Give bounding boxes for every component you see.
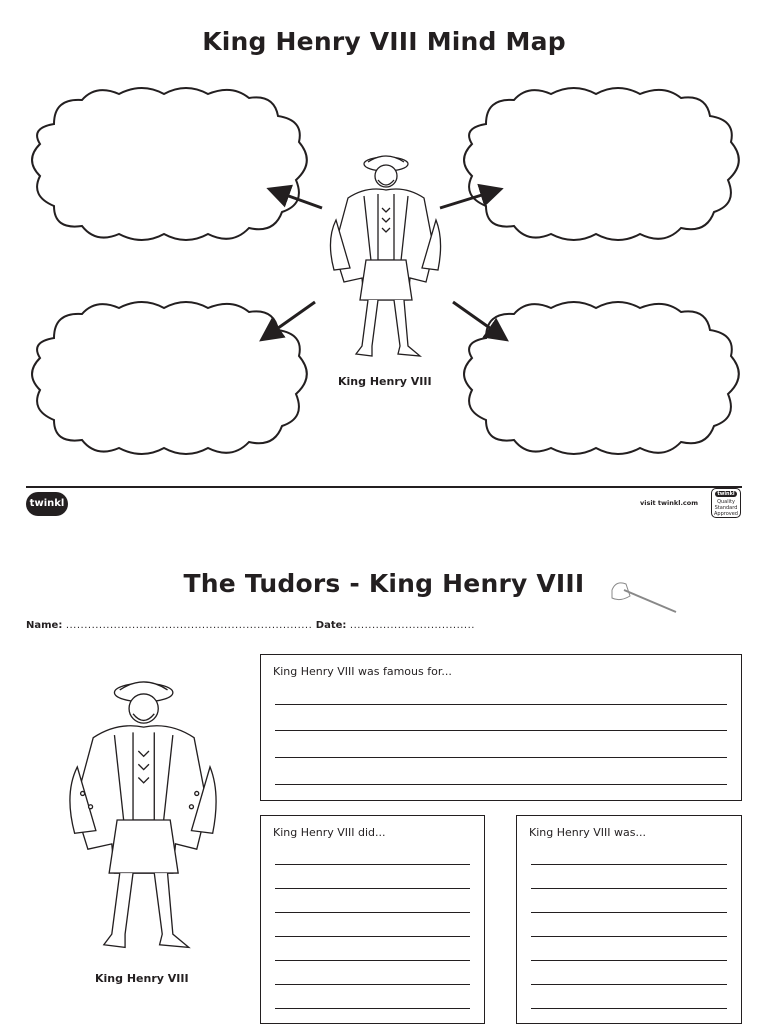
writing-line[interactable]	[275, 984, 470, 985]
writing-line[interactable]	[531, 864, 727, 865]
badge-logo-text: twinkl	[715, 491, 737, 497]
king-henry-portrait-icon	[326, 150, 442, 370]
writing-line[interactable]	[275, 864, 470, 865]
arrow-top-right	[440, 190, 498, 208]
did-label: King Henry VIII did...	[273, 826, 386, 839]
quality-badge	[711, 488, 741, 518]
king-henry-portrait-large-icon	[64, 674, 218, 966]
famous-for-label: King Henry VIII was famous for...	[273, 665, 452, 678]
arrow-bottom-left	[264, 302, 315, 338]
badge-caption: Quality Standard Approved	[714, 499, 738, 517]
writing-line[interactable]	[275, 960, 470, 961]
visit-link[interactable]: visit twinkl.com	[640, 499, 699, 507]
arrow-top-left	[272, 190, 322, 208]
writing-line[interactable]	[275, 912, 470, 913]
mind-map-title: King Henry VIII Mind Map	[202, 27, 566, 56]
name-label: Name:	[26, 620, 63, 631]
was-box[interactable]	[516, 815, 742, 1024]
date-field[interactable]: ..................................	[349, 620, 475, 631]
name-date-line	[26, 620, 475, 631]
writing-line[interactable]	[531, 984, 727, 985]
writing-line[interactable]	[275, 936, 470, 937]
mind-map-portrait-caption: King Henry VIII	[338, 375, 432, 388]
did-box[interactable]	[260, 815, 485, 1024]
axe-icon	[608, 576, 680, 616]
name-field[interactable]: ...................................................................	[65, 620, 313, 631]
writing-line[interactable]	[275, 757, 727, 758]
arrow-bottom-right	[453, 302, 504, 338]
writing-line[interactable]	[275, 784, 727, 785]
writing-line[interactable]	[531, 936, 727, 937]
writing-line[interactable]	[275, 730, 727, 731]
writing-line[interactable]	[531, 960, 727, 961]
writing-line[interactable]	[531, 888, 727, 889]
was-label: King Henry VIII was...	[529, 826, 646, 839]
writing-line[interactable]	[275, 1008, 470, 1009]
twinkl-logo[interactable]: twinkl	[26, 492, 68, 516]
worksheet-title: The Tudors - King Henry VIII	[183, 569, 585, 598]
worksheet-portrait-caption: King Henry VIII	[95, 972, 189, 985]
date-label: Date:	[315, 620, 347, 631]
famous-for-box[interactable]	[260, 654, 742, 801]
writing-line[interactable]	[531, 1008, 727, 1009]
writing-line[interactable]	[531, 912, 727, 913]
page-divider	[26, 486, 742, 488]
writing-line[interactable]	[275, 704, 727, 705]
writing-line[interactable]	[275, 888, 470, 889]
